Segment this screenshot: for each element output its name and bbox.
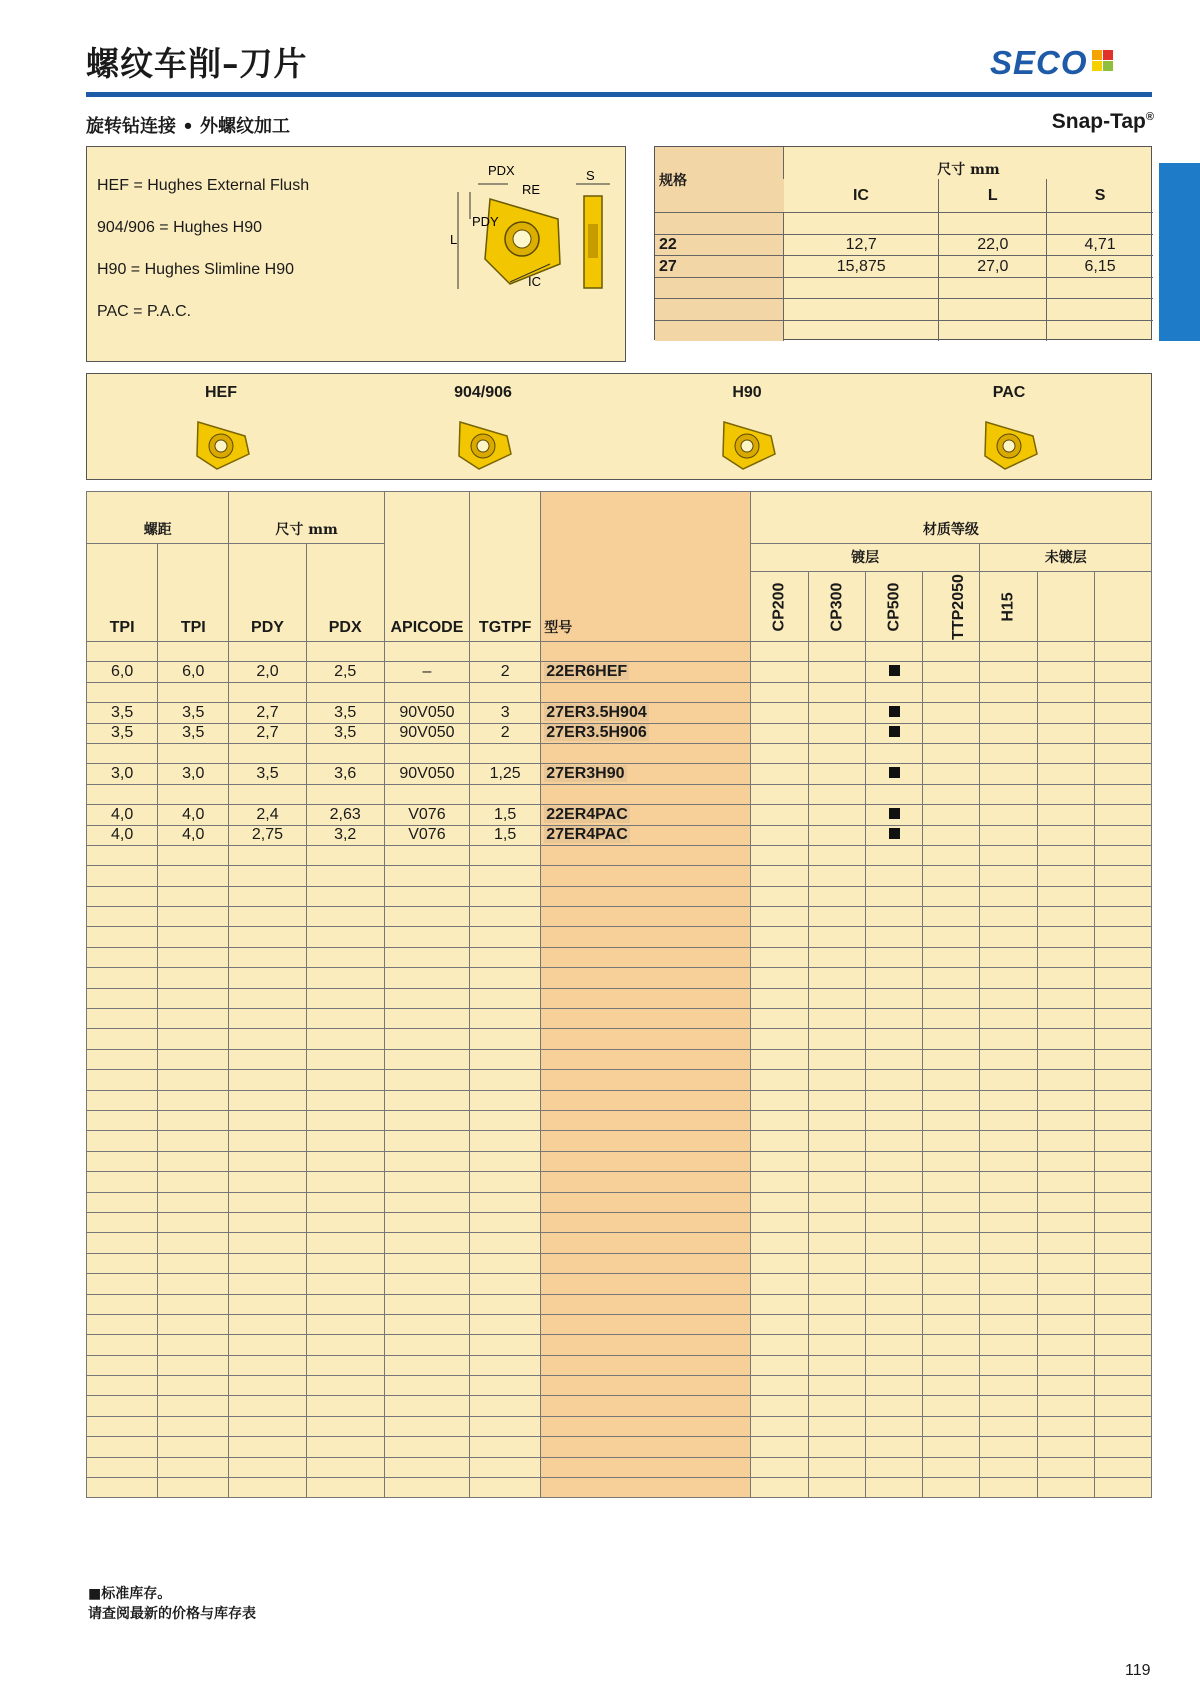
stock-marker-icon [889, 828, 900, 839]
col-header-l: L [939, 179, 1047, 213]
empty-row [87, 1009, 1152, 1029]
stock-marker-icon [889, 706, 900, 717]
empty-row [87, 1314, 1152, 1334]
col-header-pdx: PDX [306, 544, 384, 642]
spec-header: 规格 [655, 147, 784, 213]
dims-group-header: 尺寸 mm [229, 492, 384, 544]
header-rule [86, 92, 1152, 97]
empty-row [87, 1029, 1152, 1049]
footnote-stock: ■标准库存。 [88, 1586, 172, 1602]
dims-group-header: 尺寸 mm [784, 147, 1154, 179]
model-code: 27ER3.5H906 [546, 724, 647, 742]
empty-row [87, 1151, 1152, 1171]
col-header-pdy: PDY [229, 544, 306, 642]
empty-row [87, 642, 1152, 662]
empty-row [87, 988, 1152, 1008]
empty-row [87, 927, 1152, 947]
insert-dimension-diagram [450, 164, 630, 299]
dim-row: 27 15,875 27,0 6,15 [655, 256, 1153, 277]
dimension-table-box [654, 146, 1152, 340]
empty-row [87, 1090, 1152, 1110]
page-subtitle: 旋转钻连接 • 外螺纹加工 [86, 116, 291, 137]
label-pdy: PDY [472, 214, 499, 229]
grade-header-cp300: CP300 [808, 572, 865, 642]
empty-row [87, 1355, 1152, 1375]
insert-904-906-icon [455, 414, 515, 472]
empty-row [87, 682, 1152, 702]
empty-row [87, 784, 1152, 804]
grade-group-header: 材质等级 [750, 492, 1151, 544]
empty-row [87, 1172, 1152, 1192]
empty-row [87, 1416, 1152, 1436]
grade-header-cp200: CP200 [750, 572, 808, 642]
legend-line: PAC = P.A.C. [97, 303, 192, 320]
stock-marker-icon [889, 665, 900, 676]
grade-header-h15: H15 [980, 572, 1037, 642]
empty-row [87, 947, 1152, 967]
grade-header-ttp2050: TTP2050 [923, 572, 980, 642]
footnote-price: 请查阅最新的价格与库存表 [88, 1606, 256, 1622]
table-row: 3,5 3,5 2,7 3,5 90V050 2 27ER3.5H906 [87, 723, 1152, 743]
table-row: 6,0 6,0 2,0 2,5 – 2 22ER6HEF [87, 662, 1152, 682]
col-header-s: S [1047, 179, 1153, 213]
seco-logo [990, 44, 1114, 82]
empty-row [87, 1070, 1152, 1090]
col-header-tgtpf: TGTPF [470, 492, 541, 642]
stock-marker-icon [889, 808, 900, 819]
empty-row [87, 1274, 1152, 1294]
logo-squares-icon [1092, 50, 1114, 72]
empty-row [87, 1233, 1152, 1253]
label-ic: IC [528, 274, 541, 289]
empty-row [87, 1192, 1152, 1212]
coated-group-header: 镀层 [750, 544, 980, 572]
empty-row [87, 1253, 1152, 1273]
table-row: 4,0 4,0 2,75 3,2 V076 1,5 27ER4PAC [87, 825, 1152, 845]
product-name: Snap-Tap® [1051, 110, 1154, 133]
page-number: 119 [1125, 1662, 1151, 1679]
model-code: 22ER6HEF [546, 663, 628, 681]
empty-row [87, 1212, 1152, 1232]
grade-header-cp500: CP500 [866, 572, 923, 642]
variant-label-pac: PAC [992, 384, 1026, 401]
empty-row [87, 743, 1152, 763]
empty-row [87, 1049, 1152, 1069]
empty-row [87, 1110, 1152, 1130]
empty-row [87, 1131, 1152, 1151]
insert-pac-icon [981, 414, 1041, 472]
brand-name: SECO [990, 44, 1088, 81]
insert-hef-icon [193, 414, 253, 472]
stock-marker-icon [889, 767, 900, 778]
insert-variants-strip [86, 373, 1152, 480]
side-tab-marker [1159, 163, 1200, 341]
empty-row [87, 1294, 1152, 1314]
insert-selection-table [86, 491, 1152, 1498]
label-re: RE [522, 182, 541, 197]
label-s: S [586, 168, 595, 183]
table-row: 3,0 3,0 3,5 3,6 90V050 1,25 27ER3H90 [87, 764, 1152, 784]
col-header-tpi: TPI [87, 544, 158, 642]
dimension-table [655, 147, 1153, 341]
pitch-group-header: 螺距 [87, 492, 229, 544]
label-l: L [450, 232, 458, 247]
variant-label-h90: H90 [732, 384, 762, 401]
dim-row: 22 12,7 22,0 4,71 [655, 234, 1153, 255]
table-row: 4,0 4,0 2,4 2,63 V076 1,5 22ER4PAC [87, 805, 1152, 825]
model-code: 27ER3H90 [546, 765, 625, 783]
col-header-apicode: APICODE [384, 492, 469, 642]
legend-line: H90 = Hughes Slimline H90 [97, 261, 294, 278]
empty-row [87, 968, 1152, 988]
variant-label-hef: HEF [205, 384, 237, 401]
table-row: 3,5 3,5 2,7 3,5 90V050 3 27ER3.5H904 [87, 703, 1152, 723]
empty-row [87, 1457, 1152, 1477]
label-pdx: PDX [488, 164, 515, 178]
variant-label-904-906: 904/906 [454, 384, 512, 401]
uncoated-group-header: 未镀层 [980, 544, 1152, 572]
empty-row [87, 845, 1152, 865]
col-header-ic: IC [852, 186, 869, 204]
empty-row [87, 1335, 1152, 1355]
model-code: 22ER4PAC [546, 805, 628, 823]
model-code: 27ER4PAC [546, 826, 628, 844]
insert-selection-table-wrap [86, 491, 1152, 1498]
empty-row [87, 1478, 1152, 1498]
legend-line: 904/906 = Hughes H90 [97, 219, 263, 236]
empty-row [87, 866, 1152, 886]
legend-line: HEF = Hughes External Flush [97, 177, 310, 194]
insert-h90-icon [719, 414, 779, 472]
page-title: 螺纹车削–刀片 [86, 44, 308, 83]
empty-row [87, 907, 1152, 927]
col-header-tpi: TPI [158, 544, 229, 642]
empty-row [87, 1437, 1152, 1457]
empty-row [87, 886, 1152, 906]
stock-marker-icon [889, 726, 900, 737]
empty-row [87, 1376, 1152, 1396]
model-code: 27ER3.5H904 [546, 703, 647, 721]
empty-row [87, 1396, 1152, 1416]
col-header-model: 型号 [541, 492, 751, 642]
